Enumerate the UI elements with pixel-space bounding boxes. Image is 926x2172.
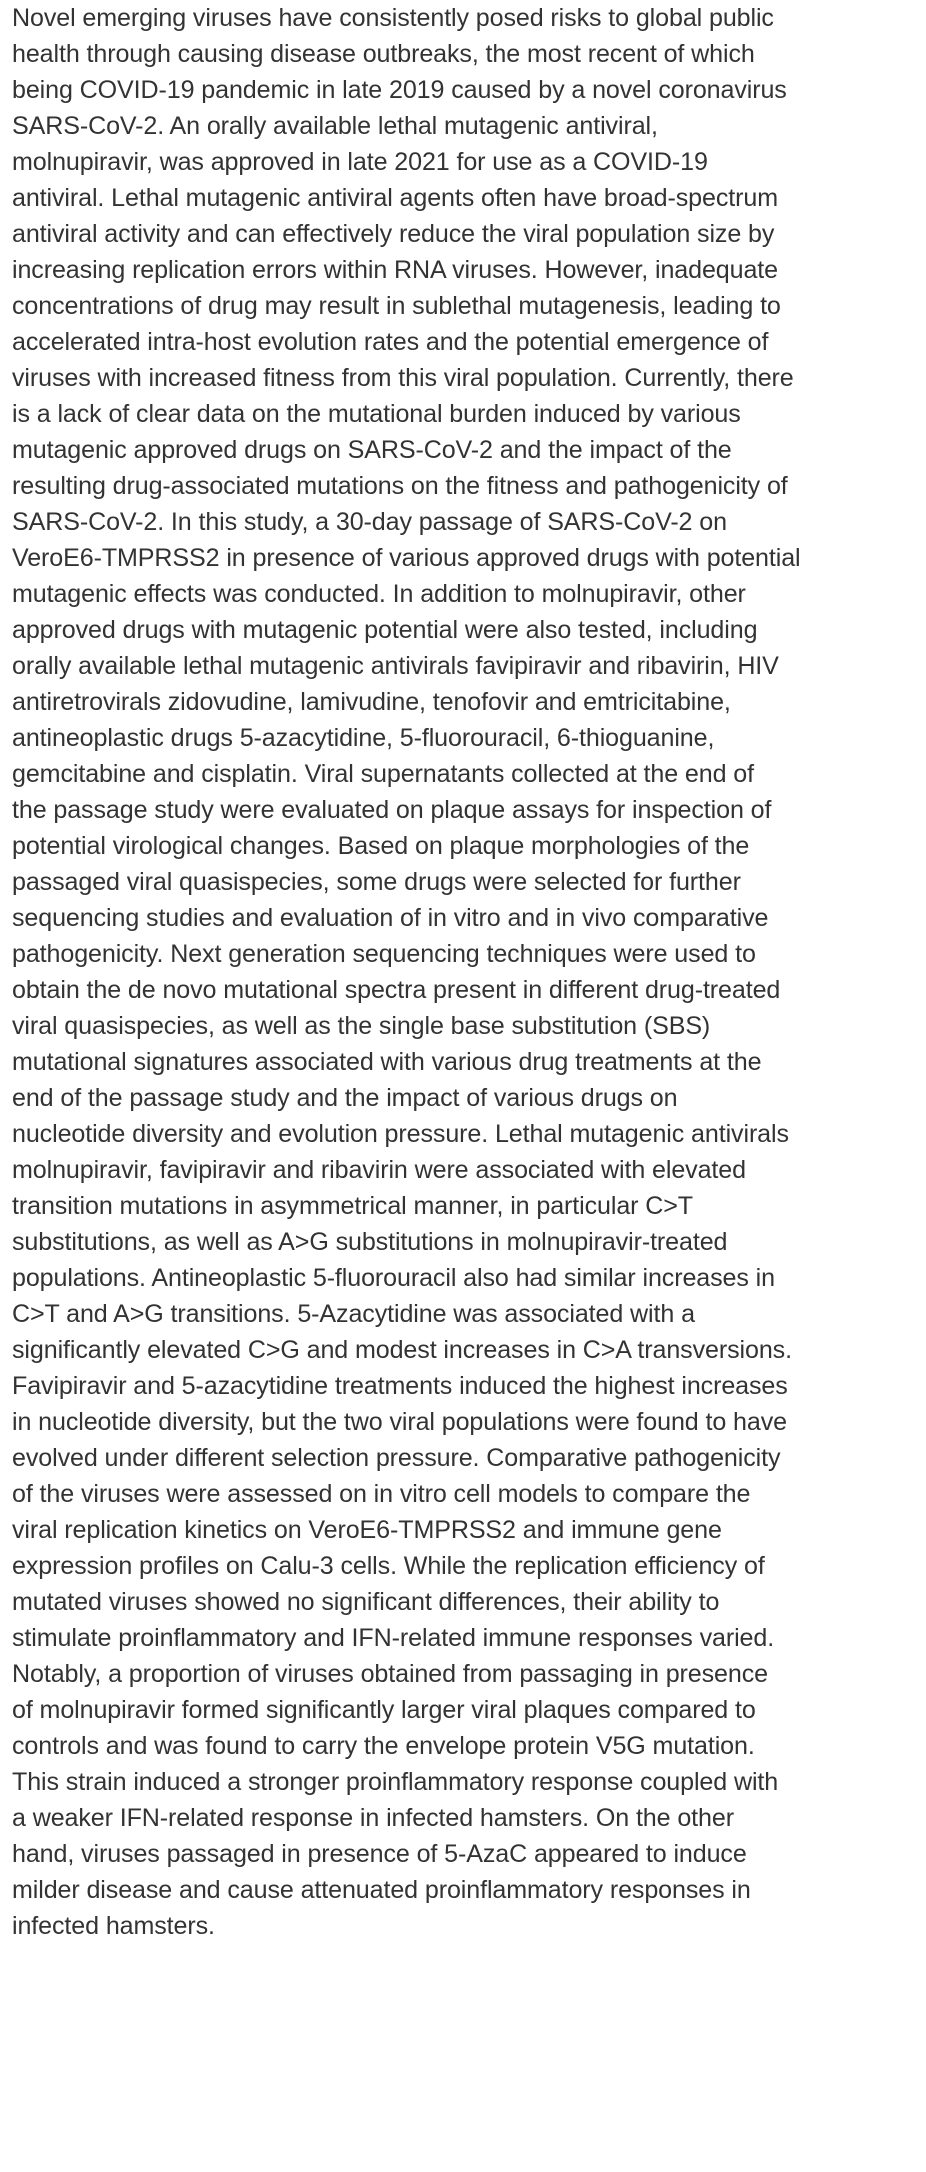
abstract-line: orally available lethal mutagenic antivirals favipiravir and ribavirin, HIV — [12, 652, 779, 680]
abstract-line: SARS-CoV-2. An orally available lethal mutagenic antiviral, — [12, 112, 658, 140]
abstract-line: C>T and A>G transitions. 5-Azacytidine was associated with a — [12, 1300, 695, 1328]
abstract-line: controls and was found to carry the envelope protein V5G mutation. — [12, 1732, 755, 1760]
abstract-line: a weaker IFN-related response in infected hamsters. On the other — [12, 1804, 734, 1832]
abstract-line: hand, viruses passaged in presence of 5-AzaC appeared to induce — [12, 1840, 747, 1868]
abstract-line: viruses with increased fitness from this viral population. Currently, there — [12, 364, 794, 392]
abstract-line: antiviral. Lethal mutagenic antiviral agents often have broad-spectrum — [12, 184, 778, 212]
abstract-line: nucleotide diversity and evolution pressure. Lethal mutagenic antivirals — [12, 1120, 789, 1148]
abstract-line: of the viruses were assessed on in vitro cell models to compare the — [12, 1480, 751, 1508]
abstract-line: milder disease and cause attenuated proinflammatory responses in — [12, 1876, 751, 1904]
abstract-line: expression profiles on Calu-3 cells. While the replication efficiency of — [12, 1552, 765, 1580]
abstract-line: molnupiravir, was approved in late 2021 for use as a COVID-19 — [12, 148, 708, 176]
abstract-line: SARS-CoV-2. In this study, a 30-day passage of SARS-CoV-2 on — [12, 508, 727, 536]
abstract-line: accelerated intra-host evolution rates and the potential emergence of — [12, 328, 769, 356]
abstract-line: This strain induced a stronger proinflammatory response coupled with — [12, 1768, 779, 1796]
abstract-line: mutagenic approved drugs on SARS-CoV-2 and the impact of the — [12, 436, 732, 464]
abstract-line: VeroE6-TMPRSS2 in presence of various approved drugs with potential — [12, 544, 801, 572]
abstract-line: end of the passage study and the impact of various drugs on — [12, 1084, 678, 1112]
abstract-line: the passage study were evaluated on plaque assays for inspection of — [12, 796, 772, 824]
abstract-line: mutational signatures associated with various drug treatments at the — [12, 1048, 762, 1076]
abstract-line: viral quasispecies, as well as the single base substitution (SBS) — [12, 1012, 711, 1040]
abstract-line: evolved under different selection pressure. Comparative pathogenicity — [12, 1444, 781, 1472]
abstract-line: being COVID-19 pandemic in late 2019 caused by a novel coronavirus — [12, 76, 787, 104]
abstract-line: infected hamsters. — [12, 1912, 215, 1940]
abstract-line: of molnupiravir formed significantly larger viral plaques compared to — [12, 1696, 756, 1724]
abstract-line: resulting drug-associated mutations on the fitness and pathogenicity of — [12, 472, 788, 500]
abstract-line: antiviral activity and can effectively reduce the viral population size by — [12, 220, 775, 248]
abstract-line: sequencing studies and evaluation of in vitro and in vivo comparative — [12, 904, 769, 932]
abstract-line: approved drugs with mutagenic potential were also tested, including — [12, 616, 758, 644]
abstract-line: molnupiravir, favipiravir and ribavirin were associated with elevated — [12, 1156, 746, 1184]
abstract-line: passaged viral quasispecies, some drugs were selected for further — [12, 868, 741, 896]
abstract-line: is a lack of clear data on the mutational burden induced by various — [12, 400, 741, 428]
abstract-line: obtain the de novo mutational spectra present in different drug-treated — [12, 976, 781, 1004]
abstract-line: populations. Antineoplastic 5-fluorouracil also had similar increases in — [12, 1264, 775, 1292]
abstract-line: in nucleotide diversity, but the two viral populations were found to have — [12, 1408, 787, 1436]
abstract-line: health through causing disease outbreaks, the most recent of which — [12, 40, 755, 68]
abstract-line: concentrations of drug may result in sublethal mutagenesis, leading to — [12, 292, 781, 320]
abstract-line: significantly elevated C>G and modest increases in C>A transversions. — [12, 1336, 792, 1364]
abstract-line: potential virological changes. Based on plaque morphologies of the — [12, 832, 750, 860]
abstract-line: gemcitabine and cisplatin. Viral supernatants collected at the end of — [12, 760, 754, 788]
abstract-line: Novel emerging viruses have consistently posed risks to global public — [12, 4, 774, 32]
abstract-line: pathogenicity. Next generation sequencing techniques were used to — [12, 940, 756, 968]
abstract-line: increasing replication errors within RNA viruses. However, inadequate — [12, 256, 779, 284]
abstract-line: antiretrovirals zidovudine, lamivudine, tenofovir and emtricitabine, — [12, 688, 731, 716]
abstract-line: viral replication kinetics on VeroE6-TMPRSS2 and immune gene — [12, 1516, 722, 1544]
abstract-line: substitutions, as well as A>G substitutions in molnupiravir-treated — [12, 1228, 728, 1256]
abstract-line: Favipiravir and 5-azacytidine treatments induced the highest increases — [12, 1372, 788, 1400]
abstract-line: mutagenic effects was conducted. In addition to molnupiravir, other — [12, 580, 746, 608]
abstract-line: antineoplastic drugs 5-azacytidine, 5-fluorouracil, 6-thioguanine, — [12, 724, 715, 752]
abstract-line: mutated viruses showed no significant differences, their ability to — [12, 1588, 720, 1616]
abstract-text-block — [12, 0, 912, 1944]
abstract-line: stimulate proinflammatory and IFN-related immune responses varied. — [12, 1624, 775, 1652]
abstract-line: transition mutations in asymmetrical manner, in particular C>T — [12, 1192, 694, 1220]
abstract-line: Notably, a proportion of viruses obtained from passaging in presence — [12, 1660, 768, 1688]
